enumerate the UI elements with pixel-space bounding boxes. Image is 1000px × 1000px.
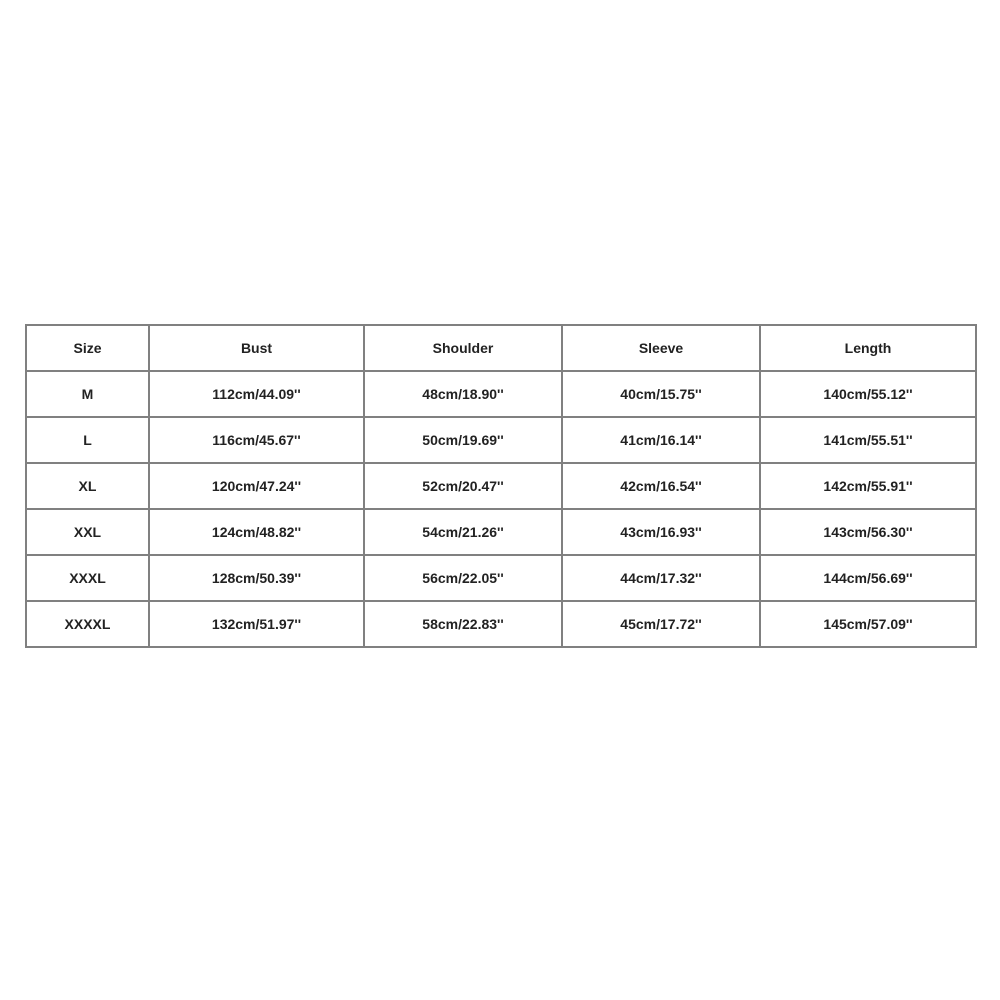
cell-size: L — [26, 417, 149, 463]
header-shoulder: Shoulder — [364, 325, 562, 371]
cell-size: XL — [26, 463, 149, 509]
cell-sleeve: 42cm/16.54'' — [562, 463, 760, 509]
header-length: Length — [760, 325, 976, 371]
cell-bust: 116cm/45.67'' — [149, 417, 364, 463]
cell-bust: 128cm/50.39'' — [149, 555, 364, 601]
cell-shoulder: 56cm/22.05'' — [364, 555, 562, 601]
table-row — [26, 509, 976, 555]
cell-sleeve: 41cm/16.14'' — [562, 417, 760, 463]
header-bust: Bust — [149, 325, 364, 371]
header-sleeve: Sleeve — [562, 325, 760, 371]
cell-size: M — [26, 371, 149, 417]
cell-size: XXXL — [26, 555, 149, 601]
table-row — [26, 463, 976, 509]
cell-bust: 124cm/48.82'' — [149, 509, 364, 555]
cell-sleeve: 43cm/16.93'' — [562, 509, 760, 555]
cell-bust: 120cm/47.24'' — [149, 463, 364, 509]
table-row — [26, 417, 976, 463]
table-header-row — [26, 325, 976, 371]
cell-length: 142cm/55.91'' — [760, 463, 976, 509]
cell-bust: 132cm/51.97'' — [149, 601, 364, 647]
size-chart-table — [25, 324, 977, 648]
cell-length: 144cm/56.69'' — [760, 555, 976, 601]
cell-shoulder: 54cm/21.26'' — [364, 509, 562, 555]
cell-length: 145cm/57.09'' — [760, 601, 976, 647]
cell-size: XXXXL — [26, 601, 149, 647]
table-row — [26, 555, 976, 601]
cell-shoulder: 52cm/20.47'' — [364, 463, 562, 509]
cell-length: 141cm/55.51'' — [760, 417, 976, 463]
header-size: Size — [26, 325, 149, 371]
cell-sleeve: 45cm/17.72'' — [562, 601, 760, 647]
cell-shoulder: 58cm/22.83'' — [364, 601, 562, 647]
cell-shoulder: 50cm/19.69'' — [364, 417, 562, 463]
cell-length: 143cm/56.30'' — [760, 509, 976, 555]
cell-bust: 112cm/44.09'' — [149, 371, 364, 417]
cell-sleeve: 44cm/17.32'' — [562, 555, 760, 601]
cell-shoulder: 48cm/18.90'' — [364, 371, 562, 417]
cell-sleeve: 40cm/15.75'' — [562, 371, 760, 417]
table-row — [26, 371, 976, 417]
table-row — [26, 601, 976, 647]
cell-length: 140cm/55.12'' — [760, 371, 976, 417]
cell-size: XXL — [26, 509, 149, 555]
